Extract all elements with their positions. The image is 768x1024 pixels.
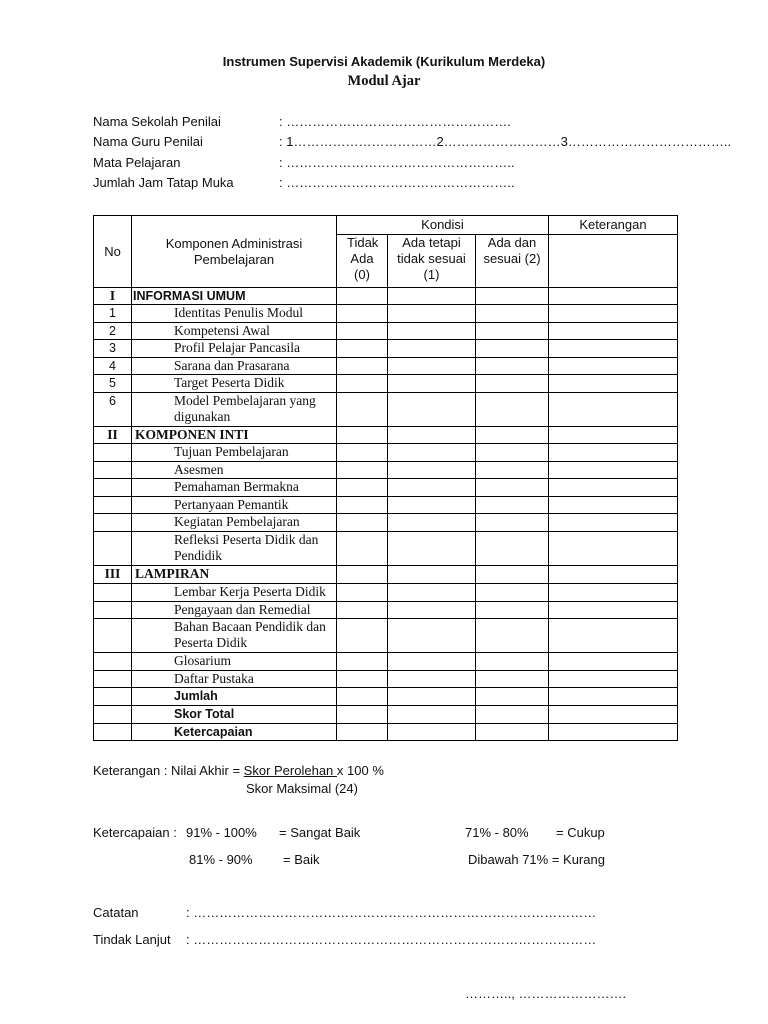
- table-row: [94, 479, 678, 497]
- row-label: Bahan Bacaan Pendidik dan Peserta Didik: [132, 619, 337, 653]
- row-label: Lembar Kerja Peserta Didik: [132, 583, 337, 601]
- row-label: Profil Pelajar Pancasila: [132, 340, 337, 358]
- row-number: [94, 479, 132, 497]
- section-ada-sesuai-cell: [476, 288, 549, 305]
- tindak-lanjut-value: : …………………………………………………………………………………: [186, 932, 597, 947]
- info-value-sekolah: : …………………………………………….: [279, 114, 511, 129]
- section-keterangan-cell: [549, 288, 678, 305]
- total-row: [94, 688, 678, 706]
- catatan-value: : …………………………………………………………………………………: [186, 905, 597, 920]
- row-label: Identitas Penulis Modul: [132, 305, 337, 323]
- row-ada-tidak-sesuai-cell: [388, 531, 476, 565]
- total-keterangan-cell: [549, 723, 678, 741]
- row-ada-tidak-sesuai-cell: [388, 619, 476, 653]
- row-keterangan-cell: [549, 619, 678, 653]
- section-row: [94, 288, 678, 305]
- table-body: [94, 216, 678, 741]
- tindak-lanjut-label: Tindak Lanjut: [93, 932, 171, 947]
- section-number: I: [94, 288, 132, 305]
- info-label-mapel: Mata Pelajaran: [93, 155, 181, 170]
- header-keterangan-empty: [549, 235, 678, 288]
- total-number-cell: [94, 723, 132, 741]
- row-ada-sesuai-cell: [476, 514, 549, 532]
- row-ada-tidak-sesuai-cell: [388, 461, 476, 479]
- row-ada-sesuai-cell: [476, 619, 549, 653]
- row-ada-tidak-sesuai-cell: [388, 514, 476, 532]
- header-ada-tidak-sesuai: Ada tetapi tidak sesuai (1): [388, 235, 476, 288]
- row-number: [94, 496, 132, 514]
- row-number: [94, 601, 132, 619]
- row-keterangan-cell: [549, 514, 678, 532]
- document-subtitle: Modul Ajar: [347, 73, 421, 89]
- row-ada-sesuai-cell: [476, 653, 549, 671]
- section-tidak-ada-cell: [337, 288, 388, 305]
- range-71-80: 71% - 80%: [465, 825, 529, 840]
- total-keterangan-cell: [549, 688, 678, 706]
- row-number: [94, 670, 132, 688]
- formula-line: [93, 763, 384, 778]
- row-ada-sesuai-cell: [476, 305, 549, 323]
- row-tidak-ada-cell: [337, 601, 388, 619]
- row-ada-tidak-sesuai-cell: [388, 375, 476, 393]
- row-tidak-ada-cell: [337, 340, 388, 358]
- row-ada-sesuai-cell: [476, 357, 549, 375]
- grade-sangat-baik: = Sangat Baik: [279, 825, 361, 840]
- row-tidak-ada-cell: [337, 443, 388, 461]
- row-tidak-ada-cell: [337, 531, 388, 565]
- info-label-sekolah: Nama Sekolah Penilai: [93, 114, 221, 129]
- row-label: Pertanyaan Pemantik: [132, 496, 337, 514]
- row-ada-tidak-sesuai-cell: [388, 340, 476, 358]
- total-label: Jumlah: [132, 688, 337, 706]
- table-row: [94, 461, 678, 479]
- row-number: [94, 531, 132, 565]
- row-ada-tidak-sesuai-cell: [388, 653, 476, 671]
- section-ada-sesuai-cell: [476, 565, 549, 583]
- table-row: [94, 514, 678, 532]
- row-ada-sesuai-cell: [476, 340, 549, 358]
- formula-prefix: Keterangan : Nilai Akhir =: [93, 763, 244, 778]
- row-keterangan-cell: [549, 305, 678, 323]
- row-keterangan-cell: [549, 357, 678, 375]
- row-ada-tidak-sesuai-cell: [388, 583, 476, 601]
- total-ada-tidak-sesuai-cell: [388, 705, 476, 723]
- row-label: Asesmen: [132, 461, 337, 479]
- header-kondisi: Kondisi: [337, 216, 549, 235]
- table-row: [94, 601, 678, 619]
- row-keterangan-cell: [549, 583, 678, 601]
- row-ada-tidak-sesuai-cell: [388, 670, 476, 688]
- section-number: III: [94, 565, 132, 583]
- row-tidak-ada-cell: [337, 322, 388, 340]
- row-label: Glosarium: [132, 653, 337, 671]
- row-keterangan-cell: [549, 461, 678, 479]
- total-row: [94, 705, 678, 723]
- table-row: [94, 340, 678, 358]
- section-ada-tidak-sesuai-cell: [388, 426, 476, 443]
- row-number: [94, 514, 132, 532]
- row-tidak-ada-cell: [337, 583, 388, 601]
- section-ada-sesuai-cell: [476, 426, 549, 443]
- row-label: Target Peserta Didik: [132, 375, 337, 393]
- section-title: KOMPONEN INTI: [132, 426, 337, 443]
- row-tidak-ada-cell: [337, 653, 388, 671]
- row-number: [94, 653, 132, 671]
- table-row: [94, 531, 678, 565]
- total-ada-sesuai-cell: [476, 705, 549, 723]
- row-number: [94, 443, 132, 461]
- table-row: [94, 305, 678, 323]
- row-label: Refleksi Peserta Didik dan Pendidik: [132, 531, 337, 565]
- section-title: LAMPIRAN: [132, 565, 337, 583]
- supervision-table: [93, 215, 678, 741]
- row-keterangan-cell: [549, 653, 678, 671]
- row-ada-sesuai-cell: [476, 375, 549, 393]
- section-ada-tidak-sesuai-cell: [388, 565, 476, 583]
- total-number-cell: [94, 688, 132, 706]
- table-row: [94, 653, 678, 671]
- row-label: Model Pembelajaran yang digunakan: [132, 392, 337, 426]
- row-number: 3: [94, 340, 132, 358]
- row-ada-tidak-sesuai-cell: [388, 496, 476, 514]
- row-number: 5: [94, 375, 132, 393]
- row-keterangan-cell: [549, 479, 678, 497]
- row-ada-sesuai-cell: [476, 479, 549, 497]
- row-tidak-ada-cell: [337, 479, 388, 497]
- row-label: Pemahaman Bermakna: [132, 479, 337, 497]
- total-tidak-ada-cell: [337, 723, 388, 741]
- row-ada-tidak-sesuai-cell: [388, 479, 476, 497]
- row-ada-sesuai-cell: [476, 496, 549, 514]
- row-keterangan-cell: [549, 670, 678, 688]
- total-tidak-ada-cell: [337, 705, 388, 723]
- section-keterangan-cell: [549, 426, 678, 443]
- row-ada-tidak-sesuai-cell: [388, 601, 476, 619]
- document-title: Instrumen Supervisi Akademik (Kurikulum Merdeka): [222, 54, 546, 69]
- total-label: Ketercapaian: [132, 723, 337, 741]
- info-value-mapel: : ……………………………………………..: [279, 155, 515, 170]
- row-number: 2: [94, 322, 132, 340]
- section-title: INFORMASI UMUM: [132, 288, 337, 305]
- section-ada-tidak-sesuai-cell: [388, 288, 476, 305]
- row-ada-tidak-sesuai-cell: [388, 392, 476, 426]
- table-row: [94, 496, 678, 514]
- info-value-guru: : 1……………………………2………………………3………………………………..: [279, 134, 732, 149]
- section-keterangan-cell: [549, 565, 678, 583]
- section-row: [94, 426, 678, 443]
- row-label: Daftar Pustaka: [132, 670, 337, 688]
- table-row: [94, 583, 678, 601]
- table-row: [94, 443, 678, 461]
- range-81-90: 81% - 90%: [189, 852, 253, 867]
- total-keterangan-cell: [549, 705, 678, 723]
- table-row: [94, 619, 678, 653]
- row-ada-sesuai-cell: [476, 322, 549, 340]
- header-no: No: [94, 216, 132, 288]
- table-row: [94, 322, 678, 340]
- row-number: 6: [94, 392, 132, 426]
- row-ada-tidak-sesuai-cell: [388, 443, 476, 461]
- row-number: [94, 583, 132, 601]
- table-row: [94, 357, 678, 375]
- row-tidak-ada-cell: [337, 496, 388, 514]
- header-keterangan: Keterangan: [549, 216, 678, 235]
- row-label: Pengayaan dan Remedial: [132, 601, 337, 619]
- total-ada-tidak-sesuai-cell: [388, 723, 476, 741]
- row-ada-sesuai-cell: [476, 531, 549, 565]
- header-komponen: Komponen Administrasi Pembelajaran: [132, 216, 337, 288]
- info-label-guru: Nama Guru Penilai: [93, 134, 203, 149]
- row-label: Sarana dan Prasarana: [132, 357, 337, 375]
- row-label: Kompetensi Awal: [132, 322, 337, 340]
- row-tidak-ada-cell: [337, 514, 388, 532]
- row-tidak-ada-cell: [337, 305, 388, 323]
- total-ada-tidak-sesuai-cell: [388, 688, 476, 706]
- row-tidak-ada-cell: [337, 357, 388, 375]
- row-number: 4: [94, 357, 132, 375]
- grade-cukup: = Cukup: [556, 825, 605, 840]
- section-tidak-ada-cell: [337, 426, 388, 443]
- formula-denominator: Skor Maksimal (24): [246, 781, 358, 796]
- range-91-100: 91% - 100%: [186, 825, 257, 840]
- total-label: Skor Total: [132, 705, 337, 723]
- row-keterangan-cell: [549, 340, 678, 358]
- table-row: [94, 392, 678, 426]
- row-ada-sesuai-cell: [476, 392, 549, 426]
- row-tidak-ada-cell: [337, 461, 388, 479]
- section-row: [94, 565, 678, 583]
- formula-suffix: x 100 %: [336, 763, 384, 778]
- total-row: [94, 723, 678, 741]
- row-ada-sesuai-cell: [476, 670, 549, 688]
- row-keterangan-cell: [549, 496, 678, 514]
- row-number: 1: [94, 305, 132, 323]
- row-tidak-ada-cell: [337, 619, 388, 653]
- row-keterangan-cell: [549, 322, 678, 340]
- row-label: Kegiatan Pembelajaran: [132, 514, 337, 532]
- row-keterangan-cell: [549, 375, 678, 393]
- total-number-cell: [94, 705, 132, 723]
- row-ada-sesuai-cell: [476, 443, 549, 461]
- row-number: [94, 461, 132, 479]
- row-ada-tidak-sesuai-cell: [388, 322, 476, 340]
- row-ada-sesuai-cell: [476, 461, 549, 479]
- info-label-jam: Jumlah Jam Tatap Muka: [93, 175, 234, 190]
- header-row-top: [94, 216, 678, 235]
- row-ada-tidak-sesuai-cell: [388, 357, 476, 375]
- range-dibawah-71: Dibawah 71% = Kurang: [468, 852, 605, 867]
- row-keterangan-cell: [549, 531, 678, 565]
- row-ada-sesuai-cell: [476, 583, 549, 601]
- row-keterangan-cell: [549, 443, 678, 461]
- section-number: II: [94, 426, 132, 443]
- catatan-label: Catatan: [93, 905, 139, 920]
- table-row: [94, 670, 678, 688]
- info-value-jam: : ……………………………………………..: [279, 175, 515, 190]
- row-ada-sesuai-cell: [476, 601, 549, 619]
- formula-numerator: Skor Perolehan: [243, 763, 337, 778]
- total-ada-sesuai-cell: [476, 688, 549, 706]
- row-tidak-ada-cell: [337, 670, 388, 688]
- row-ada-tidak-sesuai-cell: [388, 305, 476, 323]
- header-ada-sesuai: Ada dan sesuai (2): [476, 235, 549, 288]
- row-number: [94, 619, 132, 653]
- ketercapaian-label: Ketercapaian :: [93, 825, 177, 840]
- row-tidak-ada-cell: [337, 392, 388, 426]
- row-tidak-ada-cell: [337, 375, 388, 393]
- signature-line: ……….., …………………….: [465, 986, 627, 1001]
- table-row: [94, 375, 678, 393]
- grade-baik: = Baik: [283, 852, 320, 867]
- row-keterangan-cell: [549, 392, 678, 426]
- header-tidak-ada: Tidak Ada (0): [337, 235, 388, 288]
- total-tidak-ada-cell: [337, 688, 388, 706]
- section-tidak-ada-cell: [337, 565, 388, 583]
- total-ada-sesuai-cell: [476, 723, 549, 741]
- row-keterangan-cell: [549, 601, 678, 619]
- row-label: Tujuan Pembelajaran: [132, 443, 337, 461]
